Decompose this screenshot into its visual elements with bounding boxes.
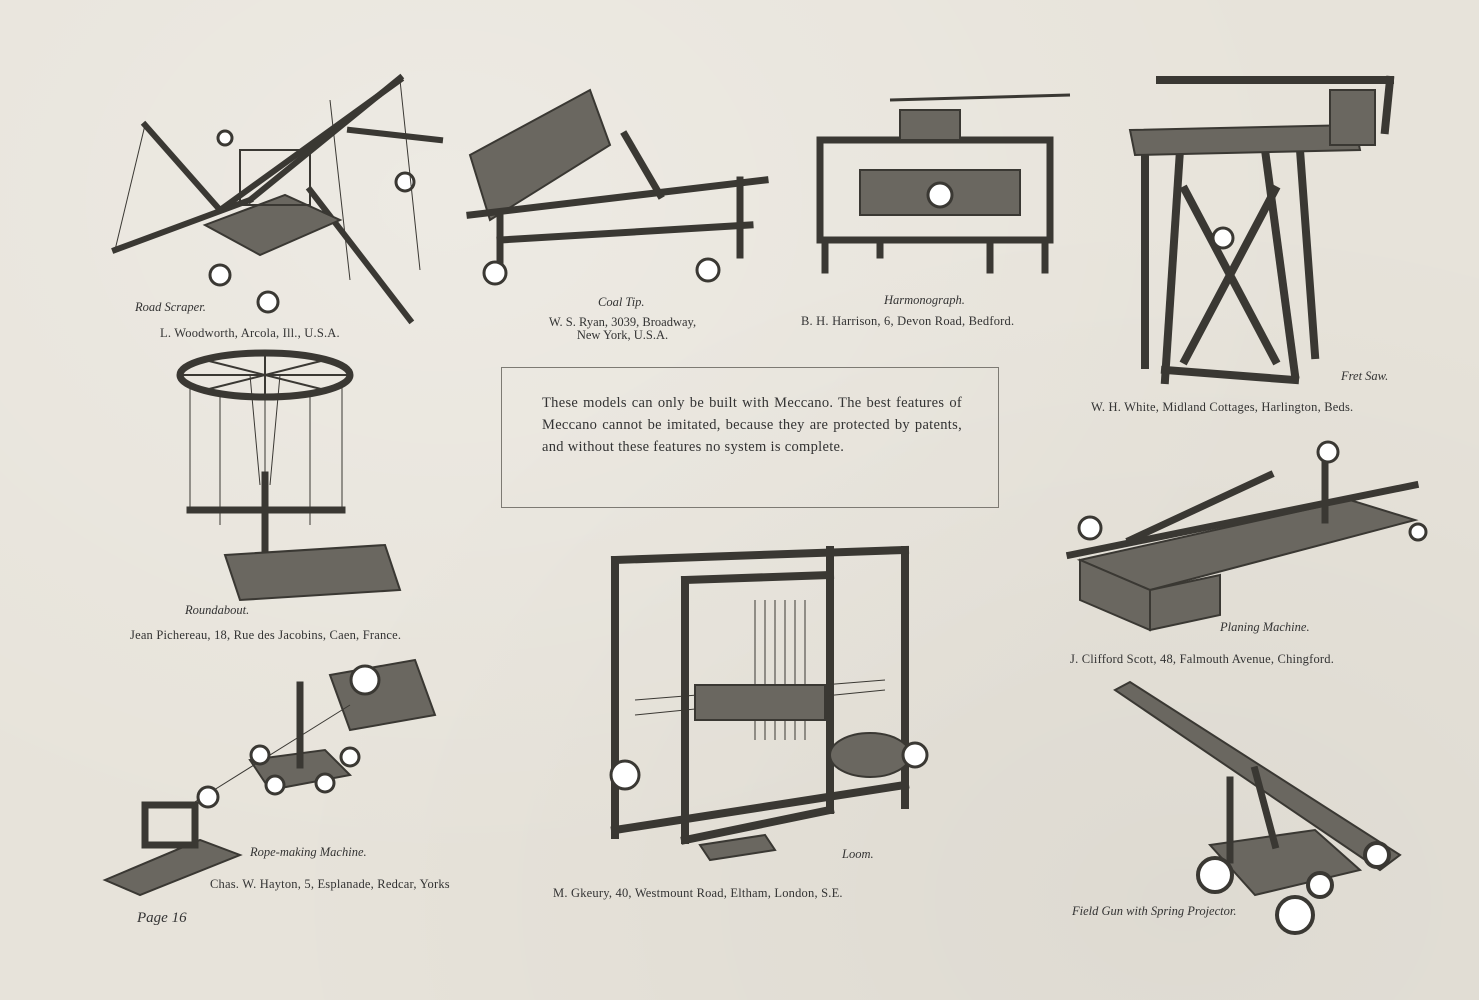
road-scraper-title: Road Scraper. bbox=[135, 300, 206, 314]
coal-tip-illustration bbox=[460, 85, 770, 290]
coal-tip-credit-line2: New York, U.S.A. bbox=[576, 328, 669, 342]
coal-tip-title: Coal Tip. bbox=[598, 295, 645, 309]
fret-saw-illustration bbox=[1125, 70, 1415, 395]
roundabout-illustration bbox=[170, 345, 415, 610]
roundabout-credit: Jean Pichereau, 18, Rue des Jacobins, Caen, France. bbox=[130, 628, 402, 642]
harmonograph-title: Harmonograph. bbox=[884, 293, 965, 307]
fret-saw-credit: W. H. White, Midland Cottages, Harlington, Beds. bbox=[1091, 400, 1354, 414]
rope-making-credit: Chas. W. Hayton, 5, Esplanade, Redcar, Yorks bbox=[210, 877, 450, 891]
notice-text: These models can only be built with Meccano. The best features of Meccano cannot be imitated, because they are protected by patents, and without these features no system is complete. bbox=[542, 395, 962, 455]
page-number: Page 16 bbox=[137, 910, 187, 926]
rope-making-illustration bbox=[100, 645, 445, 900]
field-gun-illustration bbox=[1115, 680, 1405, 940]
planing-machine-illustration bbox=[1070, 440, 1430, 630]
road-scraper-credit: L. Woodworth, Arcola, Ill., U.S.A. bbox=[160, 326, 340, 340]
rope-making-title: Rope-making Machine. bbox=[250, 845, 367, 859]
planing-machine-credit: J. Clifford Scott, 48, Falmouth Avenue, Chingford. bbox=[1070, 652, 1335, 666]
harmonograph-illustration bbox=[800, 85, 1075, 280]
harmonograph-credit: B. H. Harrison, 6, Devon Road, Bedford. bbox=[801, 314, 1015, 328]
road-scraper-illustration bbox=[100, 70, 450, 330]
planing-machine-title: Planing Machine. bbox=[1220, 620, 1310, 634]
coal-tip-credit bbox=[520, 316, 725, 342]
roundabout-title: Roundabout. bbox=[185, 603, 250, 617]
loom-credit: M. Gkeury, 40, Westmount Road, Eltham, London, S.E. bbox=[553, 886, 843, 900]
loom-title: Loom. bbox=[842, 847, 874, 861]
fret-saw-title: Fret Saw. bbox=[1341, 369, 1389, 383]
notice-box bbox=[501, 367, 999, 508]
loom-illustration bbox=[605, 540, 965, 865]
coal-tip-credit-line1: W. S. Ryan, 3039, Broadway, bbox=[548, 315, 697, 329]
field-gun-title: Field Gun with Spring Projector. bbox=[1072, 904, 1237, 918]
